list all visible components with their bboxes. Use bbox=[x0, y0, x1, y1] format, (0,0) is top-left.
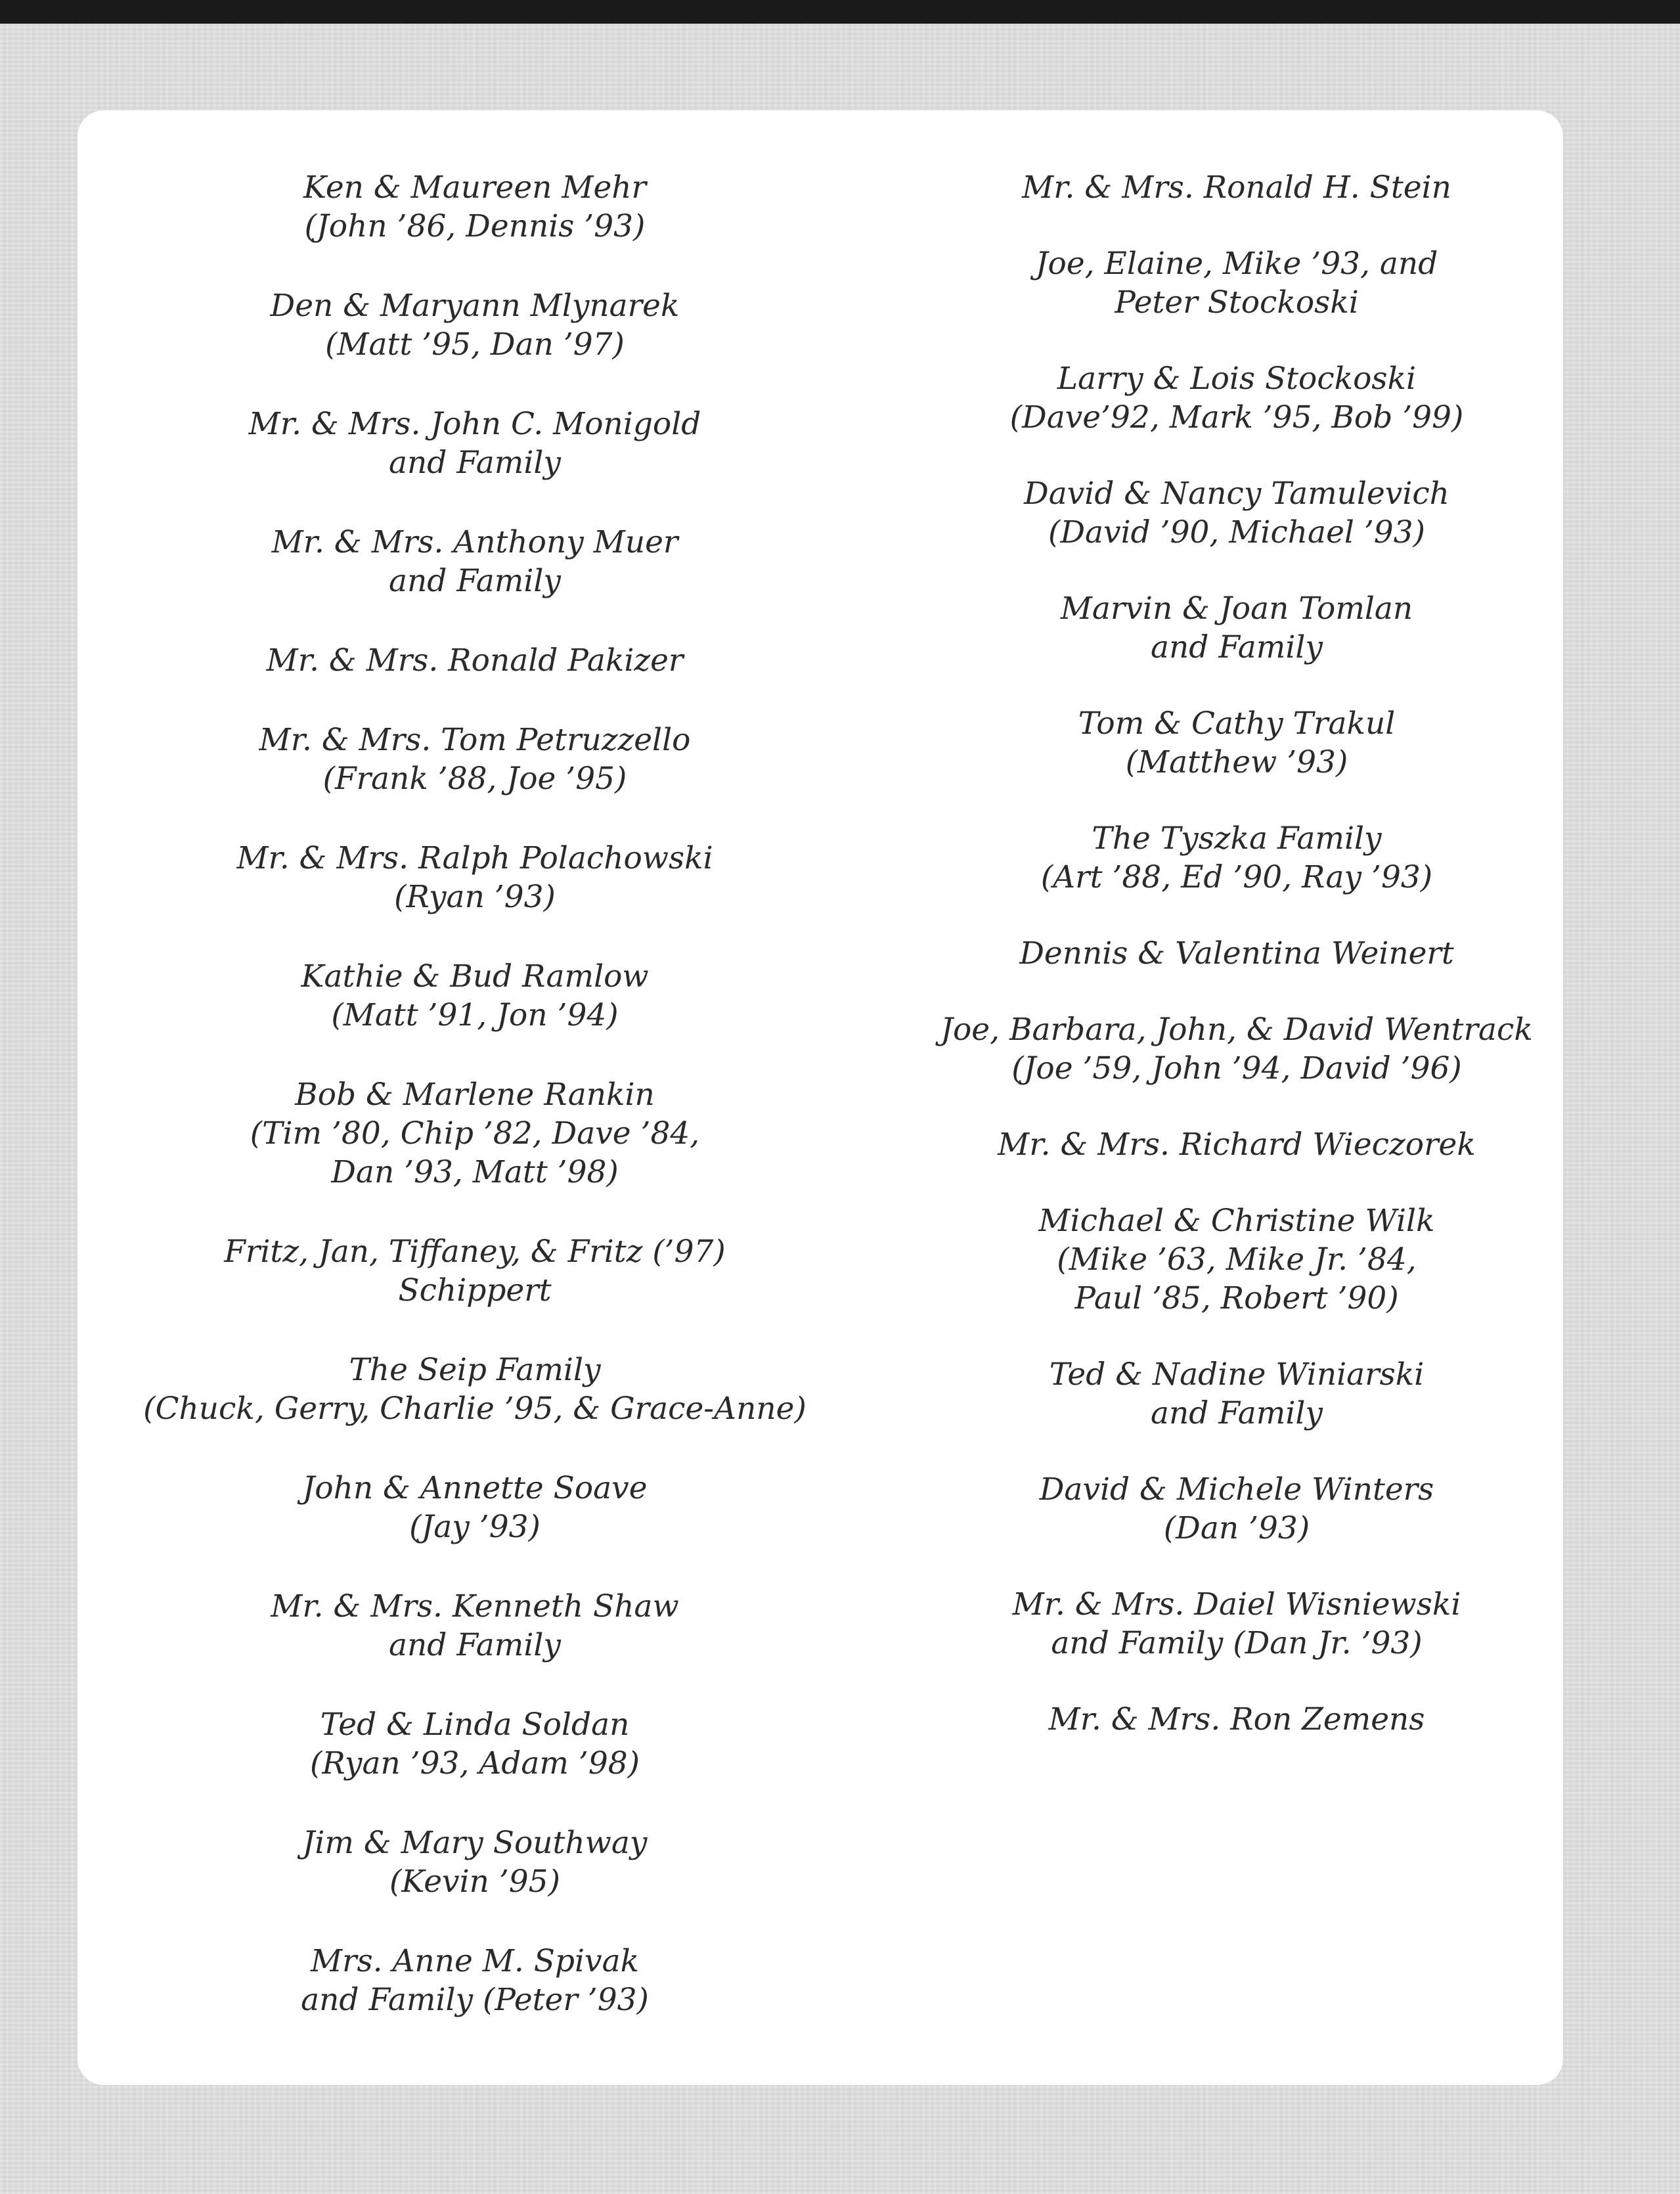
donor-entry bbox=[77, 839, 872, 916]
donor-name: Michael & Christine Wilk bbox=[1038, 1203, 1435, 1239]
donor-entry bbox=[787, 168, 1680, 207]
donor-entry bbox=[787, 1355, 1680, 1433]
donor-entry bbox=[77, 957, 872, 1035]
donor-entry bbox=[77, 1942, 872, 2019]
donor-name: Tom & Cathy Trakul bbox=[1078, 705, 1396, 742]
left-column bbox=[77, 168, 872, 2060]
donor-entry bbox=[77, 1075, 872, 1192]
donor-name: Mr. & Mrs. Anthony Muer bbox=[271, 524, 678, 560]
donor-name: Ted & Nadine Winiarski bbox=[1049, 1356, 1425, 1393]
donor-detail: (David ’90, Michael ’93) bbox=[1048, 514, 1425, 550]
donor-detail: (Matt ’95, Dan ’97) bbox=[325, 326, 625, 363]
donor-entry bbox=[77, 405, 872, 482]
donor-entry bbox=[77, 1587, 872, 1665]
donor-name: Marvin & Joan Tomlan bbox=[1060, 591, 1413, 627]
donor-name: Joe, Elaine, Mike ’93, and bbox=[1035, 246, 1438, 282]
donor-detail: (Ryan ’93, Adam ’98) bbox=[310, 1745, 640, 1781]
donor-name: David & Michele Winters bbox=[1039, 1471, 1434, 1508]
donor-detail: (Art ’88, Ed ’90, Ray ’93) bbox=[1040, 859, 1433, 895]
donor-detail: Paul ’85, Robert ’90) bbox=[1074, 1280, 1399, 1316]
donor-name: Jim & Mary Southway bbox=[302, 1825, 648, 1861]
donor-detail: Schippert bbox=[398, 1272, 552, 1309]
donor-entry bbox=[77, 168, 872, 246]
donor-entry bbox=[787, 934, 1680, 973]
donor-detail: and Family (Peter ’93) bbox=[301, 1982, 649, 2018]
donor-name: Joe, Barbara, John, & David Wentrack bbox=[940, 1012, 1533, 1048]
donor-entry bbox=[787, 1125, 1680, 1164]
donor-detail: (Matthew ’93) bbox=[1125, 744, 1348, 780]
donor-name: John & Annette Soave bbox=[302, 1470, 648, 1506]
donor-entry bbox=[787, 1201, 1680, 1318]
donor-name: Mr. & Mrs. Daiel Wisniewski bbox=[1012, 1586, 1461, 1623]
donor-detail: and Family bbox=[389, 445, 561, 481]
donor-detail: and Family bbox=[389, 1627, 561, 1663]
donor-detail: (Kevin ’95) bbox=[389, 1864, 560, 1900]
donor-entry bbox=[787, 704, 1680, 782]
donor-detail: (Dave’92, Mark ’95, Bob ’99) bbox=[1009, 399, 1464, 436]
top-scan-border bbox=[0, 0, 1680, 24]
donor-name: The Seip Family bbox=[349, 1352, 601, 1388]
right-column bbox=[787, 168, 1680, 1776]
donor-name: Mr. & Mrs. Richard Wieczorek bbox=[998, 1127, 1476, 1163]
donor-detail: (Matt ’91, Jon ’94) bbox=[331, 997, 619, 1033]
donor-entry bbox=[77, 1469, 872, 1546]
donor-detail: and Family bbox=[1151, 1395, 1323, 1431]
donor-entry bbox=[787, 474, 1680, 552]
donor-name: Mr. & Mrs. Ron Zemens bbox=[1048, 1701, 1425, 1737]
donor-detail: Dan ’93, Matt ’98) bbox=[331, 1154, 619, 1190]
donor-detail: (Dan ’93) bbox=[1163, 1510, 1310, 1546]
donor-name: Mrs. Anne M. Spivak bbox=[310, 1943, 640, 1979]
donor-detail: (Chuck, Gerry, Charlie ’95, & Grace-Anne) bbox=[143, 1391, 807, 1427]
donor-name: Mr. & Mrs. Ronald Pakizer bbox=[266, 642, 684, 679]
donor-name: Bob & Marlene Rankin bbox=[295, 1077, 655, 1113]
donor-name: Mr. & Mrs. Ronald H. Stein bbox=[1022, 169, 1451, 206]
donor-entry bbox=[77, 641, 872, 680]
donor-detail: (Ryan ’93) bbox=[394, 879, 556, 915]
donor-name: Dennis & Valentina Weinert bbox=[1019, 935, 1454, 972]
donor-entry bbox=[787, 1585, 1680, 1663]
donor-detail: (Mike ’63, Mike Jr. ’84, bbox=[1057, 1242, 1417, 1278]
donor-entry bbox=[787, 589, 1680, 667]
donor-name: Larry & Lois Stockoski bbox=[1057, 361, 1417, 397]
donor-name: Mr. & Mrs. Tom Petruzzello bbox=[259, 722, 691, 758]
donor-entry bbox=[787, 819, 1680, 897]
donor-entry bbox=[77, 286, 872, 364]
donor-detail: and Family bbox=[1151, 629, 1323, 665]
donor-name: Kathie & Bud Ramlow bbox=[301, 958, 649, 995]
donor-entry bbox=[77, 1232, 872, 1310]
donor-detail: Peter Stockoski bbox=[1115, 284, 1359, 321]
donor-detail: (Jay ’93) bbox=[409, 1509, 541, 1545]
donor-detail: and Family (Dan Jr. ’93) bbox=[1051, 1625, 1423, 1661]
donor-detail: and Family bbox=[389, 563, 561, 599]
donor-name: Ken & Maureen Mehr bbox=[303, 169, 647, 206]
donor-entry bbox=[77, 721, 872, 798]
donor-detail: (John ’86, Dennis ’93) bbox=[304, 208, 646, 244]
donor-detail: (Joe ’59, John ’94, David ’96) bbox=[1011, 1050, 1462, 1086]
donor-entry bbox=[787, 359, 1680, 437]
donor-name: Den & Maryann Mlynarek bbox=[270, 288, 680, 324]
donor-entry bbox=[787, 244, 1680, 322]
donor-detail: (Tim ’80, Chip ’82, Dave ’84, bbox=[250, 1115, 700, 1152]
donor-entry bbox=[787, 1470, 1680, 1548]
donor-entry bbox=[787, 1010, 1680, 1088]
donor-name: Mr. & Mrs. John C. Monigold bbox=[248, 406, 701, 442]
donor-entry bbox=[77, 1351, 872, 1428]
donor-entry bbox=[787, 1700, 1680, 1739]
donor-name: Fritz, Jan, Tiffaney, & Fritz (’97) bbox=[224, 1234, 726, 1270]
donor-detail: (Frank ’88, Joe ’95) bbox=[322, 761, 627, 797]
donor-name: Mr. & Mrs. Ralph Polachowski bbox=[236, 840, 713, 876]
donor-name: David & Nancy Tamulevich bbox=[1024, 476, 1449, 512]
donor-entry bbox=[77, 1824, 872, 1901]
donor-name: Ted & Linda Soldan bbox=[320, 1707, 630, 1743]
donor-name: Mr. & Mrs. Kenneth Shaw bbox=[271, 1588, 679, 1624]
donor-list-card bbox=[77, 110, 1563, 2085]
donor-entry bbox=[77, 523, 872, 600]
donor-entry bbox=[77, 1705, 872, 1783]
donor-name: The Tyszka Family bbox=[1092, 820, 1382, 857]
